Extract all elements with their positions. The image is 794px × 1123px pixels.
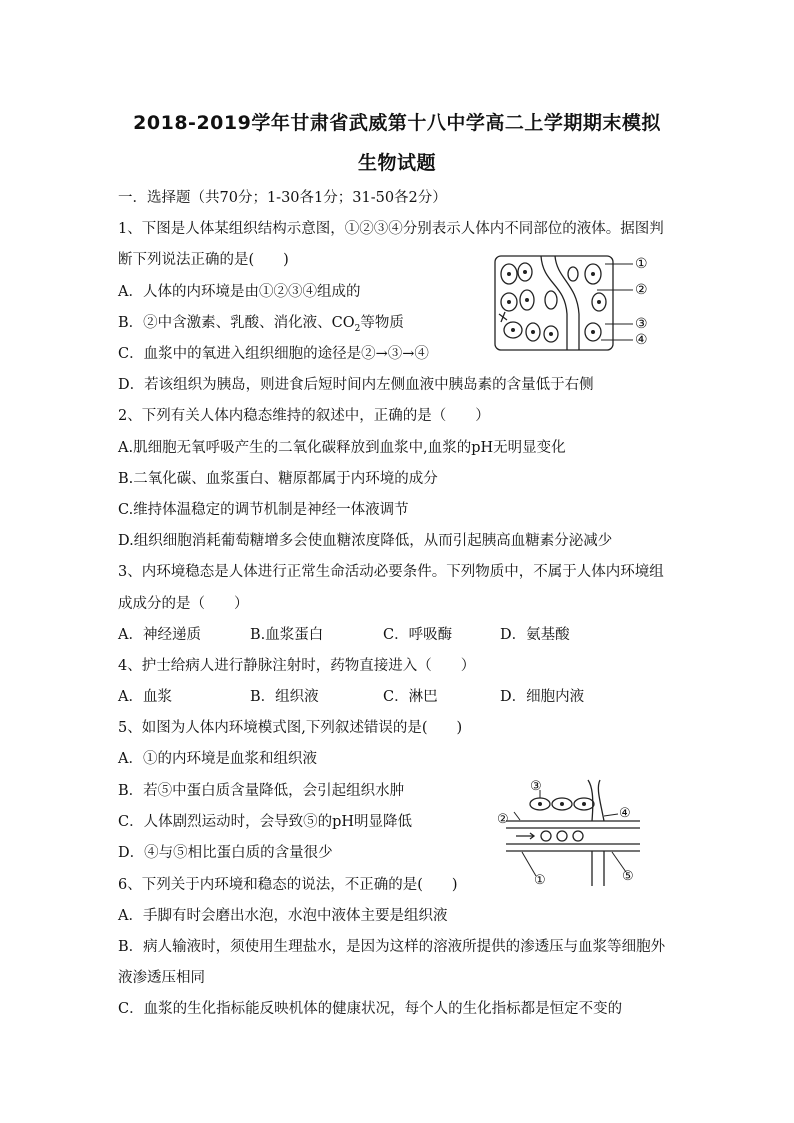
question-3-option-d: D．氨基酸 (500, 627, 570, 643)
question-3-option-b: B.血浆蛋白 (250, 627, 324, 643)
question-5-stem: 5、如图为人体内环境模式图,下列叙述错误的是( ) (118, 720, 463, 736)
question-6-option-b: B．病人输液时，须使用生理盐水，是因为这样的溶液所提供的渗透压与血浆等细胞外 (118, 939, 666, 955)
question-3-option-a: A．神经递质 (118, 627, 201, 643)
question-4-option-a: A．血浆 (118, 689, 172, 705)
question-6-option-a: A．手脚有时会磨出水泡，水泡中液体主要是组织液 (118, 908, 448, 924)
question-6-stem: 6、下列关于内环境和稳态的说法，不正确的是( ) (118, 877, 458, 893)
question-2-option-c: C.维持体温稳定的调节机制是神经一体液调节 (118, 502, 409, 518)
question-5-option-d: D．④与⑤相比蛋白质的含量很少 (118, 845, 333, 861)
question-4-option-b: B．组织液 (250, 689, 319, 705)
question-2-option-d: D.组织细胞消耗葡萄糖增多会使血糖浓度降低，从而引起胰高血糖素分泌减少 (118, 533, 613, 549)
q1-figure-label-3: ③ (635, 316, 648, 332)
question-1-option-b-tail: 等物质 (360, 315, 404, 331)
q1-figure-label-2: ② (635, 282, 648, 298)
question-4-option-c: C．淋巴 (383, 689, 438, 705)
q5-figure-label-1: ① (534, 873, 546, 888)
q1-figure-label-1: ① (635, 256, 648, 272)
question-2-stem: 2、下列有关人体内稳态维持的叙述中，正确的是（ ） (118, 408, 490, 424)
q5-figure-label-3: ③ (530, 779, 542, 794)
question-6-option-c: C．血浆的生化指标能反映机体的健康状况，每个人的生化指标都是恒定不变的 (118, 1001, 623, 1017)
title-line-1: 2018-2019学年甘肃省武威第十八中学高二上学期期末模拟 (133, 112, 661, 134)
question-2-option-b: B.二氧化碳、血浆蛋白、糖原都属于内环境的成分 (118, 471, 438, 487)
question-3-stem-line-2: 成成分的是（ ） (118, 596, 249, 612)
question-1-option-b (118, 311, 404, 334)
section-heading: 一．选择题（共70分；1-30各1分；31-50各2分） (118, 190, 447, 206)
question-5-option-a: A．①的内环境是血浆和组织液 (118, 751, 317, 767)
question-5-option-c: C．人体剧烈运动时，会导致⑤的pH明显降低 (118, 814, 413, 830)
question-3-stem-line-1: 3、内环境稳态是人体进行正常生命活动必要条件。下列物质中，不属于人体内环境组 (118, 564, 664, 580)
q5-figure-label-2: ② (497, 812, 509, 827)
q5-figure-label-5: ⑤ (622, 869, 634, 884)
question-1-option-c: C．血浆中的氧进入组织细胞的途径是②→③→④ (118, 346, 429, 362)
question-1-option-b-text: B．②中含激素、乳酸、消化液、CO (118, 315, 355, 331)
question-5-option-b: B．若⑤中蛋白质含量降低，会引起组织水肿 (118, 783, 405, 799)
question-1-option-d: D．若该组织为胰岛，则进食后短时间内左侧血液中胰岛素的含量低于右侧 (118, 377, 594, 393)
question-1-stem-line-1: 1、下图是人体某组织结构示意图，①②③④分别表示人体内不同部位的液体。据图判 (118, 221, 664, 237)
question-1-stem-line-2: 断下列说法正确的是( ) (118, 252, 289, 268)
question-2-option-a: A.肌细胞无氧呼吸产生的二氧化碳释放到血浆中,血浆的pH无明显变化 (118, 440, 566, 456)
question-3-option-c: C．呼吸酶 (383, 627, 453, 643)
question-1-option-a: A．人体的内环境是由①②③④组成的 (118, 284, 361, 300)
question-4-stem: 4、护士给病人进行静脉注射时，药物直接进入（ ） (118, 658, 476, 674)
q1-figure-label-4: ④ (635, 332, 648, 348)
question-1-option-b-subscript: 2 (354, 323, 361, 334)
q5-figure-label-4: ④ (619, 806, 631, 821)
question-4-option-d: D．细胞内液 (500, 689, 585, 705)
title-line-2: 生物试题 (357, 152, 436, 174)
question-6-option-b-continued: 液渗透压相同 (118, 970, 205, 986)
